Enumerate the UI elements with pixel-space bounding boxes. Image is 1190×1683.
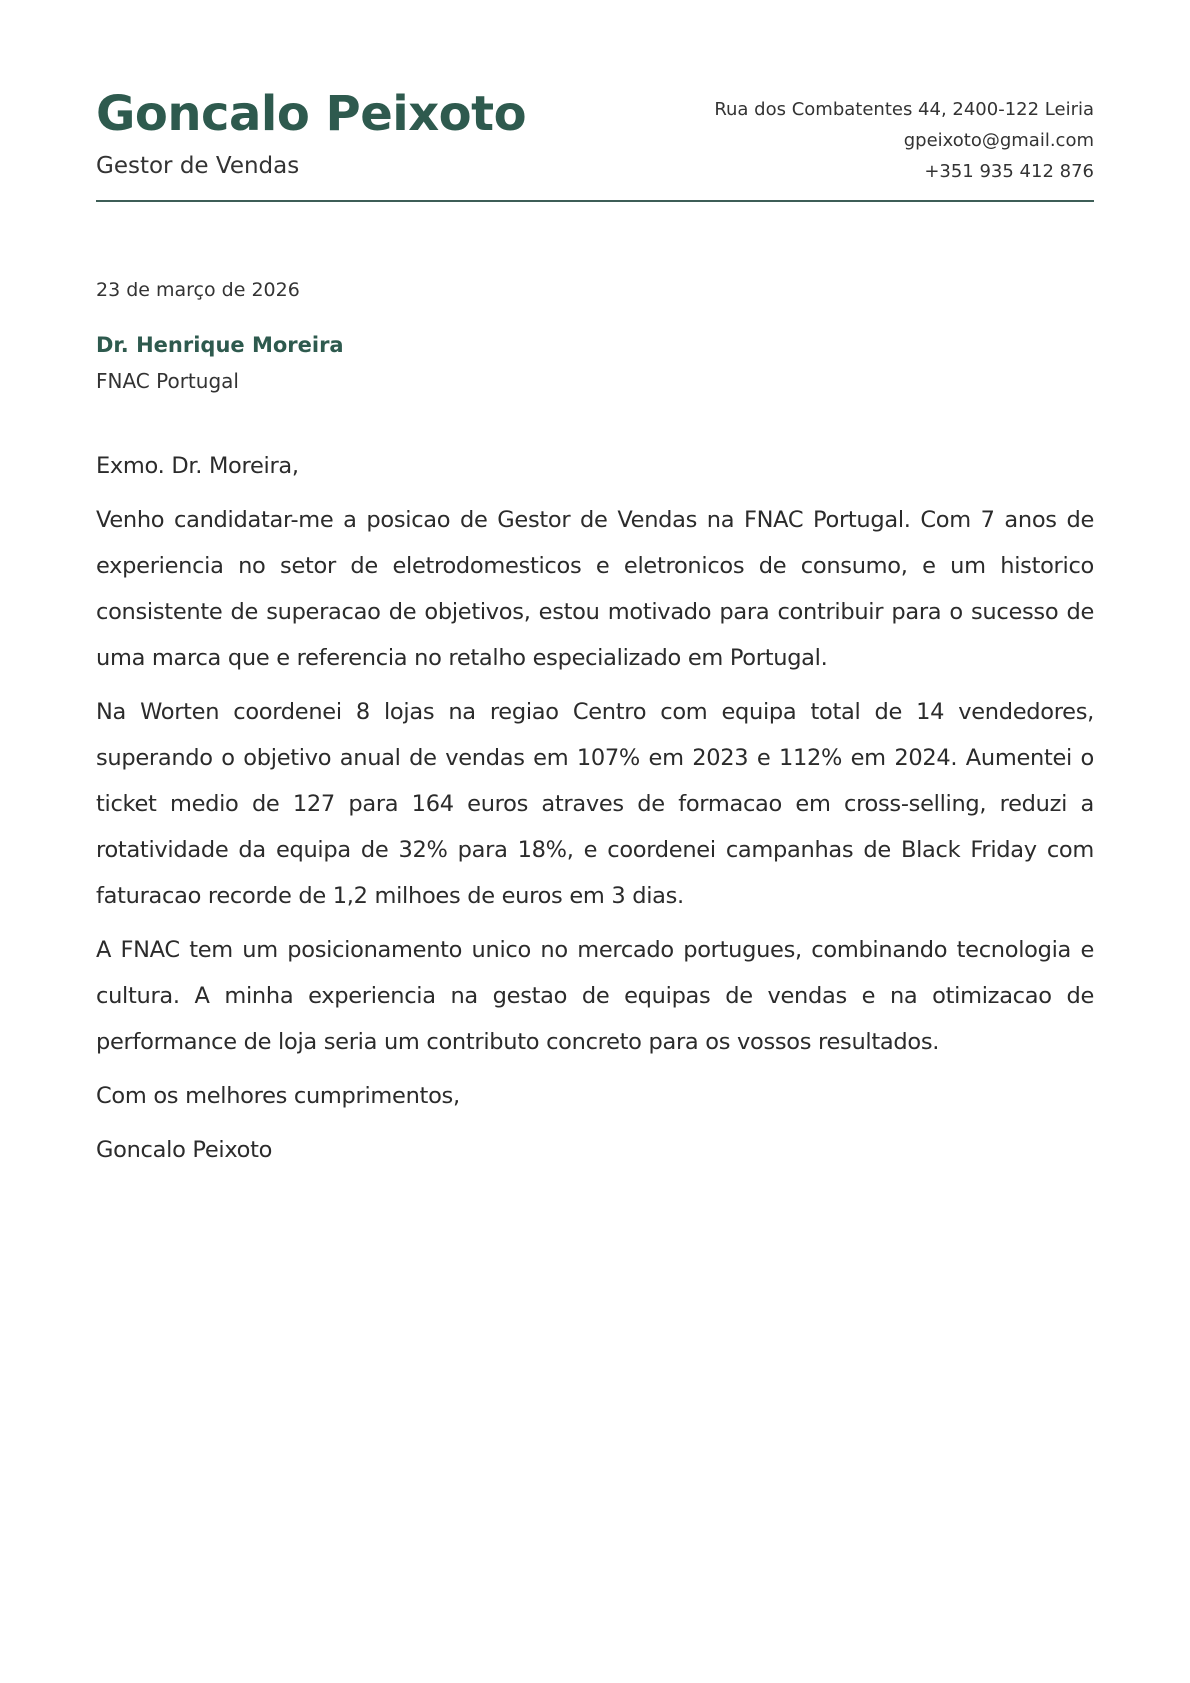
salutation: Exmo. Dr. Moreira,: [96, 453, 299, 479]
recipient-name: Dr. Henrique Moreira: [96, 333, 344, 357]
sender-name: Goncalo Peixoto: [96, 86, 527, 142]
header-divider: [96, 200, 1094, 202]
paragraph-motivation: A FNAC tem um posicionamento unico no mercado portugues, combinando tecnologia e cultura. A minha experiencia na gestao de equipas de vendas e na otimizacao de performance de loja seria um contributo concreto para os vossos resultados.: [96, 937, 1094, 1055]
sender-email: gpeixoto@gmail.com: [903, 130, 1094, 151]
recipient-organization: FNAC Portugal: [96, 369, 239, 393]
sender-role: Gestor de Vendas: [96, 153, 300, 179]
letter-date: 23 de março de 2026: [96, 279, 300, 301]
closing: Com os melhores cumprimentos,: [96, 1083, 460, 1109]
paragraph-intro: Venho candidatar-me a posicao de Gestor de Vendas na FNAC Portugal. Com 7 anos de experiencia no setor de eletrodomesticos e eletronicos de consumo, e um historico consistente de superacao de objetivos, estou motivado para contribuir para o sucesso de uma marca que e referencia no retalho especializado em Portugal.: [96, 507, 1094, 671]
letter-body: [96, 443, 1094, 1181]
sender-address: Rua dos Combatentes 44, 2400-122 Leiria: [714, 99, 1094, 120]
letter-header: [96, 0, 1094, 202]
signature: Goncalo Peixoto: [96, 1137, 273, 1163]
sender-phone: +351 935 412 876: [924, 161, 1094, 182]
contact-block: [714, 94, 1094, 187]
cover-letter-page: [96, 0, 1094, 1163]
paragraph-achievements: Na Worten coordenei 8 lojas na regiao Centro com equipa total de 14 vendedores, superando o objetivo anual de vendas em 107% em 2023 e 112% em 2024. Aumentei o ticket medio de 127 para 164 euros atraves de formacao em cross-selling, reduzi a rotatividade da equipa de 32% para 18%, e coordenei campanhas de Black Friday com faturacao recorde de 1,2 milhoes de euros em 3 dias.: [96, 699, 1094, 909]
